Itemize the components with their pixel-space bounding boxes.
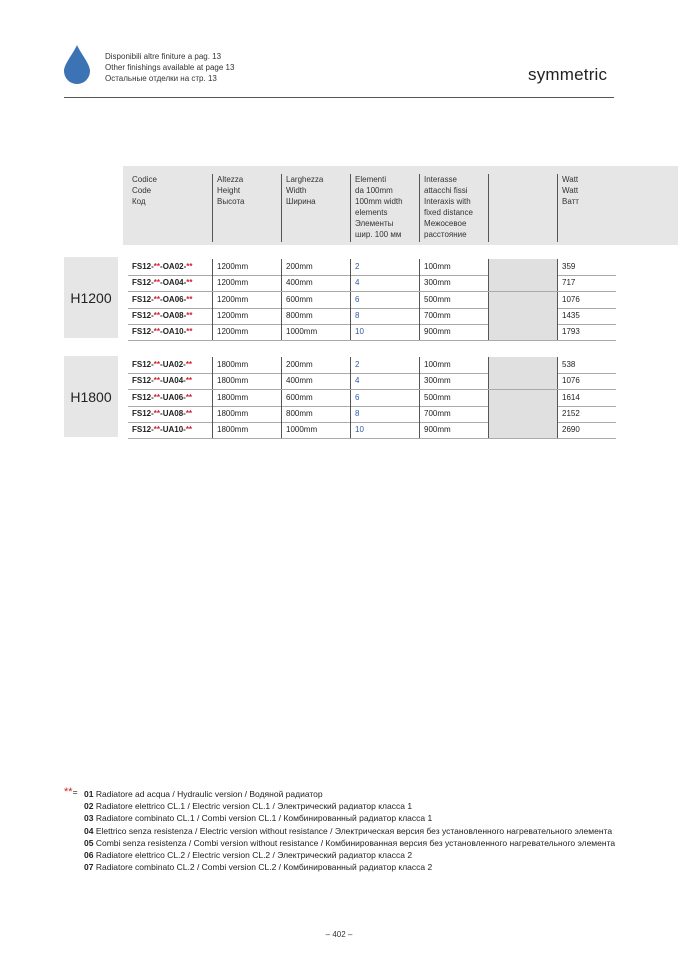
cell-axis: 500mm — [419, 390, 488, 406]
footnote-line: 02 Radiatore elettrico CL.1 / Electric version CL.1 / Электрический радиатор класса 1 — [84, 801, 413, 812]
cell-blank — [488, 275, 557, 291]
column-header-watt: Watt Watt Ватт — [557, 174, 616, 242]
column-header-blank — [488, 174, 557, 242]
table-row — [128, 422, 616, 439]
cell-blank — [488, 308, 557, 324]
cell-code: FS12-**-OA06-** — [132, 294, 193, 304]
cell-height: 1200mm — [212, 292, 281, 308]
cell-height: 1200mm — [212, 324, 281, 340]
cell-watt: 359 — [557, 259, 616, 275]
cell-elements: 4 — [350, 275, 419, 291]
footnote-line: 05 Combi senza resistenza / Combi version without resistance / Комбинированная версия без установленного нагревательного элемента — [84, 837, 616, 848]
cell-blank — [488, 292, 557, 308]
cell-elements: 10 — [350, 422, 419, 438]
table-row — [128, 373, 616, 390]
cell-elements: 6 — [350, 292, 419, 308]
cell-height: 1800mm — [212, 357, 281, 373]
cell-axis: 300mm — [419, 275, 488, 291]
cell-height: 1200mm — [212, 259, 281, 275]
cell-height: 1200mm — [212, 275, 281, 291]
cell-width: 400mm — [281, 275, 350, 291]
cell-height: 1200mm — [212, 308, 281, 324]
table-row — [128, 324, 616, 341]
cell-elements: 8 — [350, 406, 419, 422]
group-label-h1800: H1800 — [64, 356, 118, 437]
cell-elements: 4 — [350, 373, 419, 389]
cell-axis: 700mm — [419, 406, 488, 422]
table-row — [128, 406, 616, 423]
cell-width: 600mm — [281, 390, 350, 406]
cell-code: FS12-**-UA10-** — [132, 425, 193, 435]
finish-notes — [105, 51, 234, 84]
footnote-line: 07 Radiatore combinato CL.2 / Combi version CL.2 / Комбинированный радиатор класса 2 — [84, 862, 433, 873]
table-row — [128, 292, 616, 309]
cell-code: FS12-**-OA04-** — [132, 278, 193, 288]
cell-blank — [488, 373, 557, 389]
cell-axis: 100mm — [419, 357, 488, 373]
cell-watt: 2690 — [557, 422, 616, 438]
cell-elements: 2 — [350, 259, 419, 275]
cell-code: FS12-**-UA04-** — [132, 376, 193, 386]
water-drop-icon — [63, 44, 91, 84]
cell-code: FS12-**-UA02-** — [132, 360, 193, 369]
cell-axis: 900mm — [419, 324, 488, 340]
cell-blank — [488, 259, 557, 275]
column-header-code: Codice Code Код — [132, 175, 157, 206]
table-row — [128, 259, 616, 276]
table-row — [128, 308, 616, 325]
footnote-stars: **= — [64, 786, 78, 798]
cell-axis: 500mm — [419, 292, 488, 308]
footnote-line: 04 Elettrico senza resistenza / Electric version without resistance / Электрическая версия без установленного нагревательного элемента — [84, 825, 613, 836]
cell-blank — [488, 422, 557, 438]
footnote-line: 06 Radiatore elettrico CL.2 / Electric version CL.2 / Электрический радиатор класса 2 — [84, 850, 413, 861]
group-label-h1200: H1200 — [64, 257, 118, 338]
cell-watt: 538 — [557, 357, 616, 373]
header-divider — [64, 97, 614, 98]
cell-code: FS12-**-OA10-** — [132, 327, 193, 337]
cell-blank — [488, 406, 557, 422]
cell-height: 1800mm — [212, 373, 281, 389]
brand-title: symmetric — [528, 65, 608, 84]
finish-note-it: Disponibili altre finiture a pag. 13 — [105, 52, 222, 61]
column-header-width: Larghezza Width Ширина — [281, 174, 350, 242]
footnote-line: 03 Radiatore combinato CL.1 / Combi version CL.1 / Комбинированный радиатор класса 1 — [84, 813, 433, 824]
cell-elements: 8 — [350, 308, 419, 324]
cell-width: 800mm — [281, 406, 350, 422]
cell-elements: 2 — [350, 357, 419, 373]
footnote-line: 01 Radiatore ad acqua / Hydraulic version / Водяной радиатор — [84, 789, 323, 799]
cell-width: 1000mm — [281, 324, 350, 340]
cell-code: FS12-**-OA08-** — [132, 310, 193, 320]
cell-height: 1800mm — [212, 406, 281, 422]
cell-blank — [488, 324, 557, 340]
cell-watt: 1614 — [557, 390, 616, 406]
cell-watt: 717 — [557, 275, 616, 291]
table-row — [128, 357, 616, 374]
column-header-elements: Elementi da 100mm 100mm width elements Элементы шир. 100 мм — [350, 174, 419, 242]
cell-width: 1000mm — [281, 422, 350, 438]
cell-axis: 100mm — [419, 259, 488, 275]
footnote — [64, 788, 615, 873]
cell-width: 600mm — [281, 292, 350, 308]
cell-elements: 10 — [350, 324, 419, 340]
cell-code: FS12-**-UA06-** — [132, 392, 193, 402]
cell-axis: 700mm — [419, 308, 488, 324]
cell-axis: 900mm — [419, 422, 488, 438]
cell-watt: 2152 — [557, 406, 616, 422]
cell-height: 1800mm — [212, 422, 281, 438]
finish-note-en: Other finishings available at page 13 — [105, 63, 235, 72]
table-row — [128, 390, 616, 407]
cell-watt: 1435 — [557, 308, 616, 324]
cell-width: 200mm — [281, 357, 350, 373]
cell-blank — [488, 390, 557, 406]
cell-width: 200mm — [281, 259, 350, 275]
cell-width: 800mm — [281, 308, 350, 324]
cell-watt: 1076 — [557, 373, 616, 389]
cell-watt: 1076 — [557, 292, 616, 308]
page-number: – 402 – — [325, 930, 353, 939]
cell-axis: 300mm — [419, 373, 488, 389]
cell-width: 400mm — [281, 373, 350, 389]
cell-code: FS12-**-OA02-** — [132, 262, 193, 271]
cell-elements: 6 — [350, 390, 419, 406]
column-header-axis: Interasse attacchi fissi Interaxis with fixed distance Межосевое расстояние — [419, 174, 488, 242]
table-row — [128, 275, 616, 292]
column-header-height: Altezza Height Высота — [212, 174, 281, 242]
cell-blank — [488, 357, 557, 373]
cell-code: FS12-**-UA08-** — [132, 408, 193, 418]
cell-watt: 1793 — [557, 324, 616, 340]
cell-height: 1800mm — [212, 390, 281, 406]
finish-note-ru: Остальные отделки на стр. 13 — [105, 74, 217, 83]
